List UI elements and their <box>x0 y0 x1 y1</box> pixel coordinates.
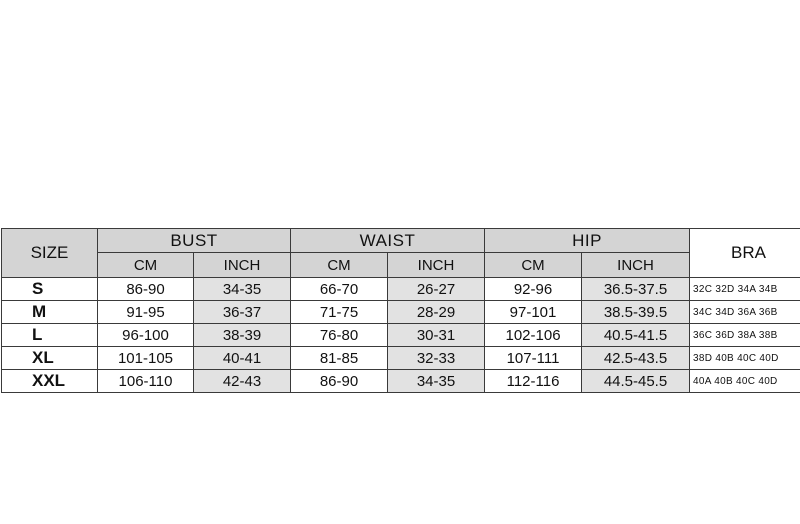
bra-cell: 32C 32D 34A 34B <box>690 278 800 301</box>
bust-cm-cell: 101-105 <box>98 347 194 370</box>
bust-cm-cell: 91-95 <box>98 301 194 324</box>
size-header: SIZE <box>2 229 98 278</box>
hip-cm-cell: 97-101 <box>485 301 582 324</box>
waist-inch-cell: 26-27 <box>388 278 485 301</box>
waist-cm-cell: 86-90 <box>291 370 388 393</box>
waist-cm-cell: 71-75 <box>291 301 388 324</box>
size-cell: XL <box>2 347 98 370</box>
waist-inch-cell: 32-33 <box>388 347 485 370</box>
waist-cm-cell: 76-80 <box>291 324 388 347</box>
size-cell: M <box>2 301 98 324</box>
bust-cm-cell: 106-110 <box>98 370 194 393</box>
bra-cell: 34C 34D 36A 36B <box>690 301 800 324</box>
waist-inch-cell: 30-31 <box>388 324 485 347</box>
hip-inch-cell: 38.5-39.5 <box>582 301 690 324</box>
table-row <box>2 324 800 347</box>
table-row <box>2 370 800 393</box>
bra-header: BRA <box>690 229 800 278</box>
bust-inch-cell: 36-37 <box>194 301 291 324</box>
bust-cm-header: CM <box>98 253 194 278</box>
hip-inch-cell: 36.5-37.5 <box>582 278 690 301</box>
hip-inch-cell: 44.5-45.5 <box>582 370 690 393</box>
bra-cell: 36C 36D 38A 38B <box>690 324 800 347</box>
hip-cm-cell: 92-96 <box>485 278 582 301</box>
bust-inch-cell: 34-35 <box>194 278 291 301</box>
hip-inch-cell: 42.5-43.5 <box>582 347 690 370</box>
size-cell: L <box>2 324 98 347</box>
size-cell: S <box>2 278 98 301</box>
bust-inch-cell: 40-41 <box>194 347 291 370</box>
hip-cm-cell: 112-116 <box>485 370 582 393</box>
group-header-row <box>2 229 800 253</box>
bra-cell: 38D 40B 40C 40D <box>690 347 800 370</box>
bust-cm-cell: 96-100 <box>98 324 194 347</box>
waist-inch-cell: 28-29 <box>388 301 485 324</box>
table-row <box>2 278 800 301</box>
table-row <box>2 347 800 370</box>
waist-inch-cell: 34-35 <box>388 370 485 393</box>
hip-cm-cell: 102-106 <box>485 324 582 347</box>
waist-cm-header: CM <box>291 253 388 278</box>
hip-inch-cell: 40.5-41.5 <box>582 324 690 347</box>
waist-header: WAIST <box>291 229 485 253</box>
bust-inch-cell: 42-43 <box>194 370 291 393</box>
bust-header: BUST <box>98 229 291 253</box>
bust-inch-header: INCH <box>194 253 291 278</box>
hip-cm-cell: 107-111 <box>485 347 582 370</box>
waist-cm-cell: 66-70 <box>291 278 388 301</box>
hip-cm-header: CM <box>485 253 582 278</box>
hip-inch-header: INCH <box>582 253 690 278</box>
bra-cell: 40A 40B 40C 40D <box>690 370 800 393</box>
waist-inch-header: INCH <box>388 253 485 278</box>
size-chart-container <box>0 228 800 399</box>
bust-cm-cell: 86-90 <box>98 278 194 301</box>
unit-header-row <box>2 253 800 278</box>
bust-inch-cell: 38-39 <box>194 324 291 347</box>
table-row <box>2 301 800 324</box>
size-cell: XXL <box>2 370 98 393</box>
hip-header: HIP <box>485 229 690 253</box>
size-chart-table <box>1 228 800 393</box>
waist-cm-cell: 81-85 <box>291 347 388 370</box>
